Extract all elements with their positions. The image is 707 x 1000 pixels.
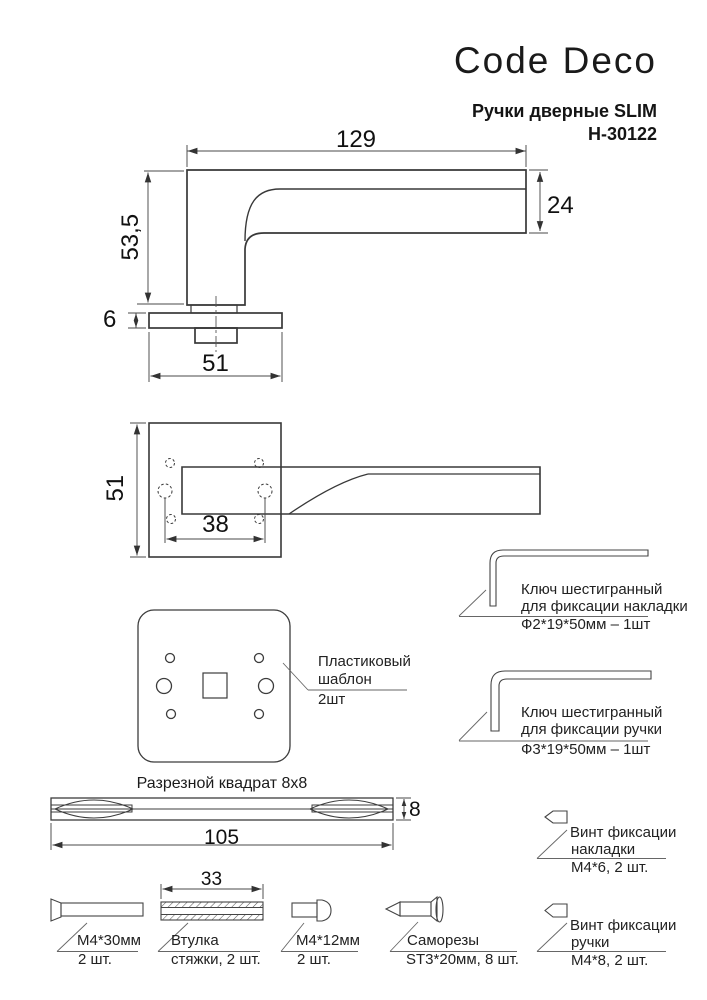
dim-handle-length: 129: [335, 126, 377, 153]
bolt-name: М4*30мм: [77, 932, 141, 949]
set-screw-plate-qty: М4*6, 2 шт.: [571, 859, 649, 876]
dim-total-height: 53,5: [116, 213, 144, 261]
template-label-line2: шаблон: [318, 671, 372, 688]
hex-key-large-label-line2: для фиксации ручки: [521, 721, 663, 738]
dim-hole-spacing: 38: [202, 511, 229, 538]
template-label-line1: Пластиковый: [318, 653, 411, 670]
product-line-title: Ручки дверные SLIM: [471, 101, 657, 121]
dim-plate-size: 51: [101, 474, 129, 502]
brand-logo: Code Deco: [453, 40, 657, 81]
dim-sleeve-length: 33: [200, 869, 223, 890]
model-number: H-30122: [587, 124, 657, 144]
dim-spindle-size: 8: [409, 798, 421, 821]
hex-key-small-label-line2: для фиксации накладки: [521, 598, 688, 615]
hex-key-small-spec: Ф2*19*50мм – 1шт: [521, 616, 651, 633]
dim-bar-height: 24: [547, 192, 574, 219]
dim-rose-thickness: 6: [103, 306, 117, 333]
set-screw-handle-qty: М4*8, 2 шт.: [571, 952, 649, 969]
sleeve-name: Втулка: [171, 932, 219, 949]
set-screw-plate-label-line2: накладки: [571, 841, 636, 858]
hex-key-large-label-line1: Ключ шестигранный: [521, 704, 663, 721]
screw-m4-12-qty: 2 шт.: [297, 951, 331, 968]
side-view-dimension-lines: [128, 145, 548, 382]
spindle-drawing: [51, 798, 393, 820]
hex-key-small-label-line1: Ключ шестигранный: [521, 581, 663, 598]
template-qty: 2шт: [318, 691, 346, 708]
self-tapping-name: Саморезы: [407, 932, 480, 949]
set-screw-handle-label-line2: ручки: [571, 934, 610, 951]
hex-key-large-spec: Ф3*19*50мм – 1шт: [521, 741, 651, 758]
sleeve-qty: стяжки, 2 шт.: [171, 951, 261, 968]
set-screw-plate-label-line1: Винт фиксации: [570, 824, 677, 841]
self-tapping-qty: ST3*20мм, 8 шт.: [406, 951, 519, 968]
screw-m4-12-name: М4*12мм: [296, 932, 360, 949]
handle-side-view-drawing: [149, 170, 526, 352]
dim-spindle-length: 105: [203, 826, 240, 849]
set-screw-handle-label-line1: Винт фиксации: [570, 917, 677, 934]
dim-rose-width: 51: [202, 350, 229, 377]
bolt-qty: 2 шт.: [78, 951, 112, 968]
spindle-title: Разрезной квадрат 8x8: [136, 775, 308, 792]
